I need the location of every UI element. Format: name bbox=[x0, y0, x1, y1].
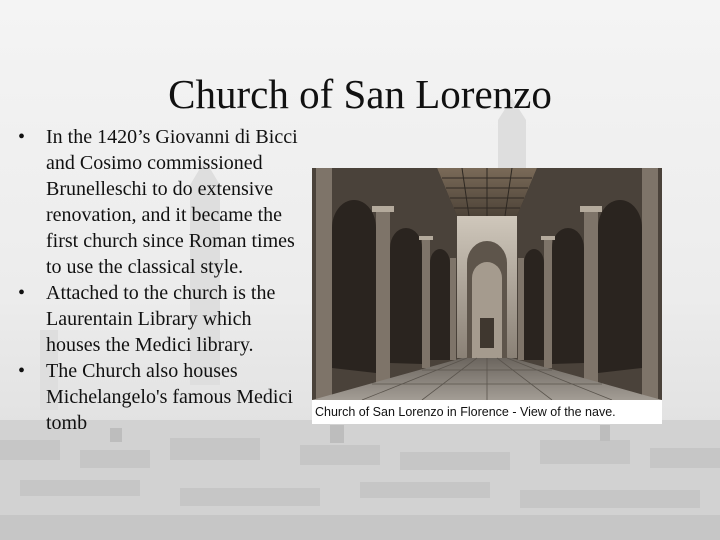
photo-caption: Church of San Lorenzo in Florence - View of the nave. bbox=[312, 400, 662, 424]
bullet-dot: • bbox=[18, 282, 26, 304]
bullet-dot: • bbox=[18, 360, 26, 382]
slide-title: Church of San Lorenzo bbox=[168, 71, 552, 117]
bullet-dot: • bbox=[18, 126, 26, 148]
nave-photo-figure bbox=[312, 168, 662, 424]
bullet-item bbox=[18, 358, 308, 436]
bullet-text: In the 1420’s Giovanni di Bicci and Cosimo commissioned Brunelleschi to do extensive renovation, and it became the first church since Roman times to use the classical style. bbox=[46, 126, 298, 278]
bullet-item bbox=[18, 124, 308, 280]
bullet-text: The Church also houses Michelangelo's famous Medici tomb bbox=[46, 360, 293, 434]
bullet-text: Attached to the church is the Laurentain Library which houses the Medici library. bbox=[46, 282, 276, 356]
nave-photo bbox=[312, 168, 662, 400]
bullet-item bbox=[18, 280, 308, 358]
bullet-list bbox=[18, 124, 308, 436]
